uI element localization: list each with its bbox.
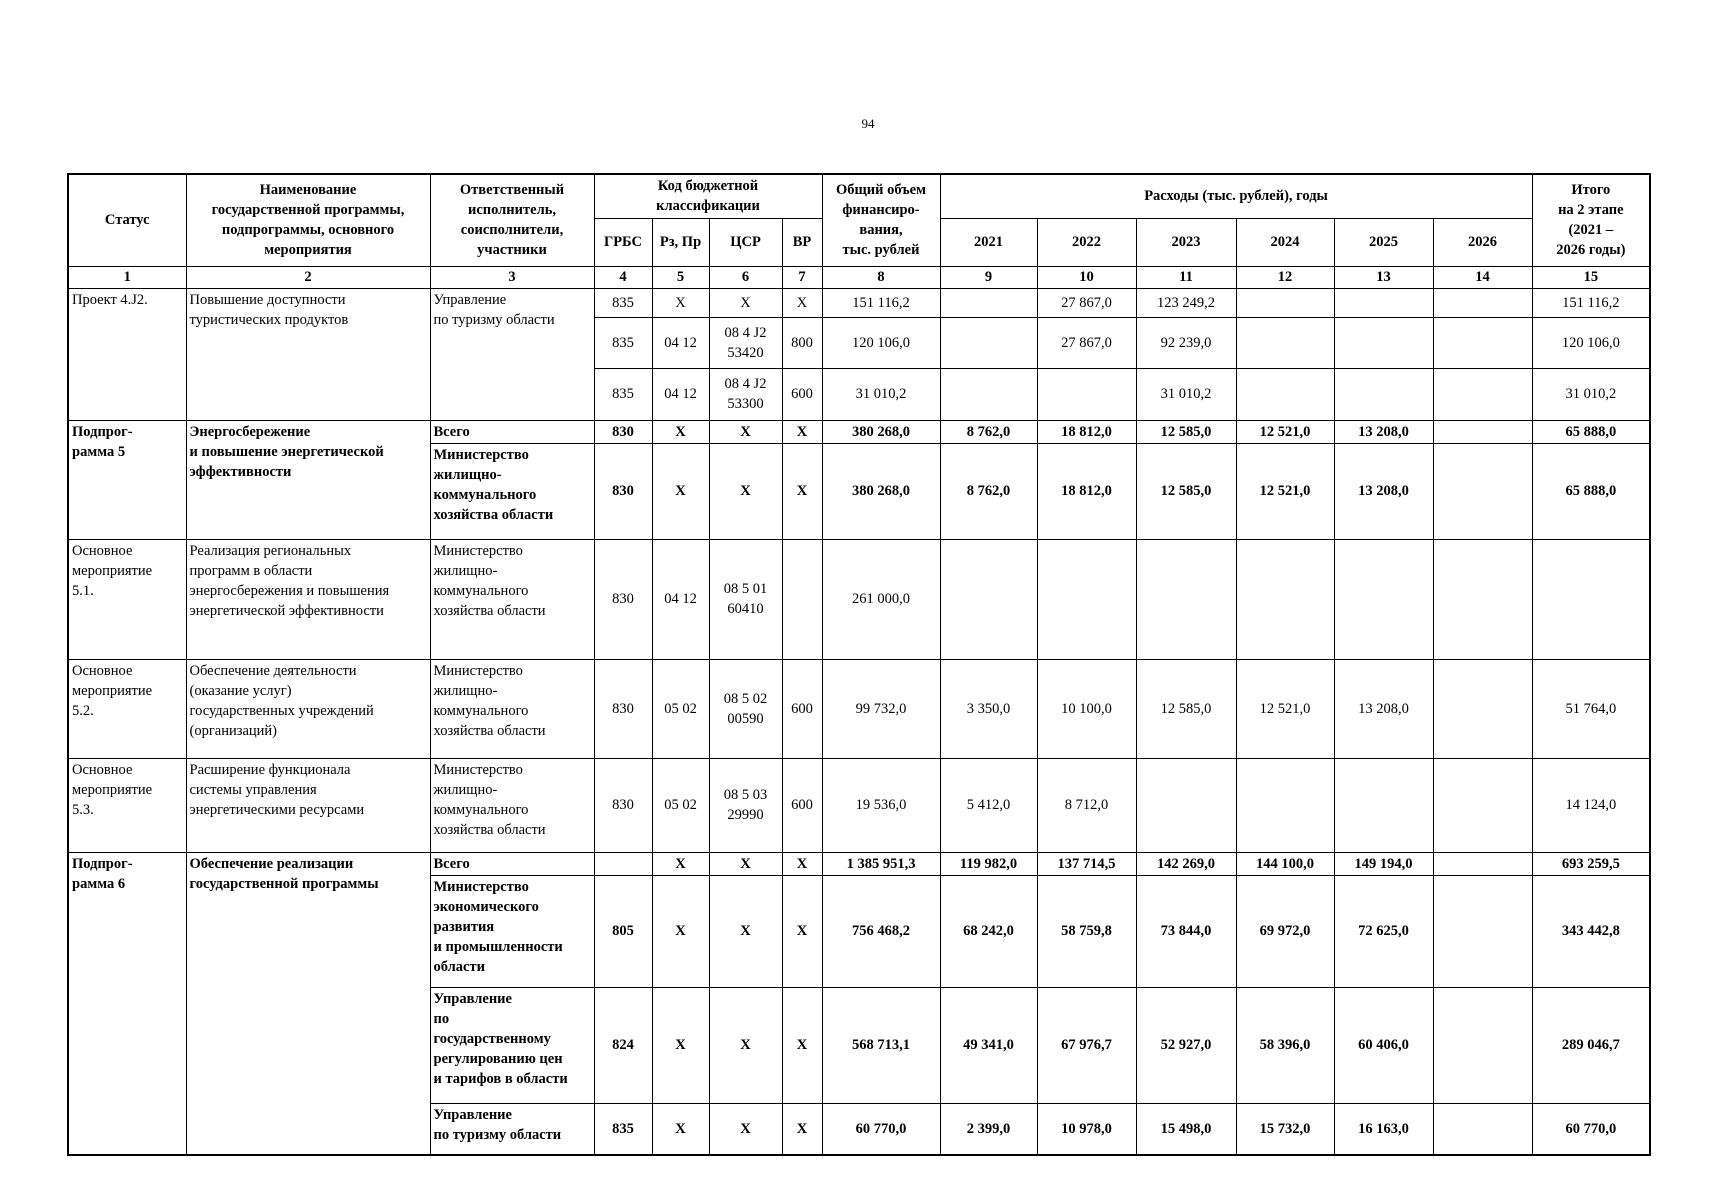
expense-2021-cell: 68 242,0 (940, 875, 1037, 987)
expense-2025-cell: 60 406,0 (1334, 987, 1433, 1103)
responsible-cell: Министерство экономического развития и промышленности области (430, 875, 594, 987)
grbs-cell: 830 (594, 758, 652, 852)
stage-total-cell: 51 764,0 (1532, 659, 1650, 758)
rz-pr-cell: 04 12 (652, 368, 709, 420)
table-row (68, 420, 1650, 443)
csr-cell: X (709, 987, 782, 1103)
header-stage-total: Итого на 2 этапе (2021 – 2026 годы) (1532, 174, 1650, 266)
expense-2025-cell: 72 625,0 (1334, 875, 1433, 987)
status-cell: Подпрог- рамма 6 (68, 852, 186, 1155)
expense-2023-cell: 12 585,0 (1136, 420, 1236, 443)
header-vr: ВР (782, 218, 822, 266)
header-grbs: ГРБС (594, 218, 652, 266)
expense-2025-cell: 13 208,0 (1334, 443, 1433, 539)
rz-pr-cell: X (652, 852, 709, 875)
expense-2024-cell (1236, 368, 1334, 420)
header-total-volume: Общий объем финансиро- вания, тыс. рублей (822, 174, 940, 266)
column-number: 8 (822, 266, 940, 288)
responsible-cell: Всего (430, 420, 594, 443)
csr-cell: 08 5 01 60410 (709, 539, 782, 659)
header-year-2025: 2025 (1334, 218, 1433, 266)
column-number: 13 (1334, 266, 1433, 288)
rz-pr-cell: X (652, 1103, 709, 1155)
rz-pr-cell: 05 02 (652, 659, 709, 758)
name-cell: Обеспечение реализации государственной программы (186, 852, 430, 1155)
column-number: 5 (652, 266, 709, 288)
grbs-cell (594, 852, 652, 875)
rz-pr-cell: 05 02 (652, 758, 709, 852)
responsible-cell: Управление по туризму области (430, 288, 594, 420)
vr-cell: X (782, 443, 822, 539)
responsible-cell: Управление по туризму области (430, 1103, 594, 1155)
expense-2026-cell (1433, 1103, 1532, 1155)
table-header (68, 174, 1650, 288)
total-volume-cell: 31 010,2 (822, 368, 940, 420)
column-number: 11 (1136, 266, 1236, 288)
expense-2021-cell (940, 539, 1037, 659)
expense-2022-cell: 18 812,0 (1037, 443, 1136, 539)
column-number: 6 (709, 266, 782, 288)
total-volume-cell: 1 385 951,3 (822, 852, 940, 875)
name-cell: Обеспечение деятельности (оказание услуг) государственных учреждений (организаций) (186, 659, 430, 758)
header-row (68, 174, 1650, 218)
responsible-cell: Министерство жилищно- коммунального хозяйства области (430, 443, 594, 539)
total-volume-cell: 261 000,0 (822, 539, 940, 659)
header-name: Наименование государственной программы, подпрограммы, основного мероприятия (186, 174, 430, 266)
expense-2022-cell: 18 812,0 (1037, 420, 1136, 443)
expense-2024-cell: 15 732,0 (1236, 1103, 1334, 1155)
csr-cell: 08 5 03 29990 (709, 758, 782, 852)
expense-2024-cell: 12 521,0 (1236, 420, 1334, 443)
vr-cell: X (782, 1103, 822, 1155)
column-number: 15 (1532, 266, 1650, 288)
expense-2026-cell (1433, 539, 1532, 659)
responsible-cell: Министерство жилищно- коммунального хозяйства области (430, 758, 594, 852)
csr-cell: X (709, 443, 782, 539)
stage-total-cell: 14 124,0 (1532, 758, 1650, 852)
table-row (68, 852, 1650, 875)
expense-2024-cell (1236, 317, 1334, 368)
grbs-cell: 805 (594, 875, 652, 987)
responsible-cell: Министерство жилищно- коммунального хозяйства области (430, 659, 594, 758)
name-cell: Энергосбережение и повышение энергетической эффективности (186, 420, 430, 539)
expense-2023-cell: 12 585,0 (1136, 443, 1236, 539)
status-cell: Основное мероприятие 5.2. (68, 659, 186, 758)
stage-total-cell: 693 259,5 (1532, 852, 1650, 875)
csr-cell: X (709, 875, 782, 987)
rz-pr-cell: X (652, 420, 709, 443)
grbs-cell: 835 (594, 368, 652, 420)
expense-2026-cell (1433, 758, 1532, 852)
grbs-cell: 830 (594, 420, 652, 443)
table-row (68, 539, 1650, 659)
header-expenses: Расходы (тыс. рублей), годы (940, 174, 1532, 218)
expense-2024-cell: 144 100,0 (1236, 852, 1334, 875)
stage-total-cell: 343 442,8 (1532, 875, 1650, 987)
budget-table (67, 173, 1651, 1156)
grbs-cell: 830 (594, 539, 652, 659)
expense-2025-cell (1334, 288, 1433, 317)
csr-cell: X (709, 852, 782, 875)
expense-2025-cell (1334, 317, 1433, 368)
expense-2026-cell (1433, 420, 1532, 443)
expense-2024-cell: 69 972,0 (1236, 875, 1334, 987)
column-number: 7 (782, 266, 822, 288)
expense-2021-cell: 5 412,0 (940, 758, 1037, 852)
grbs-cell: 835 (594, 288, 652, 317)
expense-2022-cell: 8 712,0 (1037, 758, 1136, 852)
csr-cell: 08 4 J2 53420 (709, 317, 782, 368)
total-volume-cell: 151 116,2 (822, 288, 940, 317)
stage-total-cell: 31 010,2 (1532, 368, 1650, 420)
rz-pr-cell: X (652, 875, 709, 987)
expense-2022-cell: 27 867,0 (1037, 288, 1136, 317)
expense-2021-cell (940, 288, 1037, 317)
header-year-2026: 2026 (1433, 218, 1532, 266)
expense-2022-cell: 67 976,7 (1037, 987, 1136, 1103)
expense-2023-cell (1136, 539, 1236, 659)
rz-pr-cell: 04 12 (652, 317, 709, 368)
stage-total-cell: 65 888,0 (1532, 420, 1650, 443)
column-number: 2 (186, 266, 430, 288)
expense-2026-cell (1433, 368, 1532, 420)
vr-cell: 600 (782, 758, 822, 852)
header-status: Статус (68, 174, 186, 266)
expense-2022-cell (1037, 368, 1136, 420)
expense-2024-cell: 12 521,0 (1236, 659, 1334, 758)
rz-pr-cell: X (652, 288, 709, 317)
rz-pr-cell: X (652, 987, 709, 1103)
expense-2026-cell (1433, 987, 1532, 1103)
header-year-2021: 2021 (940, 218, 1037, 266)
expense-2025-cell: 149 194,0 (1334, 852, 1433, 875)
stage-total-cell: 151 116,2 (1532, 288, 1650, 317)
header-year-2023: 2023 (1136, 218, 1236, 266)
grbs-cell: 835 (594, 1103, 652, 1155)
grbs-cell: 830 (594, 659, 652, 758)
expense-2024-cell (1236, 539, 1334, 659)
expense-2025-cell: 13 208,0 (1334, 420, 1433, 443)
status-cell: Основное мероприятие 5.1. (68, 539, 186, 659)
expense-2025-cell: 16 163,0 (1334, 1103, 1433, 1155)
vr-cell (782, 539, 822, 659)
name-cell: Повышение доступности туристических продуктов (186, 288, 430, 420)
expense-2026-cell (1433, 317, 1532, 368)
vr-cell: X (782, 852, 822, 875)
expense-2021-cell: 119 982,0 (940, 852, 1037, 875)
grbs-cell: 830 (594, 443, 652, 539)
column-number: 10 (1037, 266, 1136, 288)
total-volume-cell: 756 468,2 (822, 875, 940, 987)
csr-cell: X (709, 1103, 782, 1155)
expense-2021-cell: 49 341,0 (940, 987, 1037, 1103)
stage-total-cell: 65 888,0 (1532, 443, 1650, 539)
name-cell: Реализация региональных программ в области энергосбережения и повышения энергетической эффективности (186, 539, 430, 659)
responsible-cell: Министерство жилищно- коммунального хозяйства области (430, 539, 594, 659)
vr-cell: 600 (782, 659, 822, 758)
expense-2024-cell (1236, 758, 1334, 852)
column-number: 14 (1433, 266, 1532, 288)
expense-2023-cell (1136, 758, 1236, 852)
expense-2026-cell (1433, 659, 1532, 758)
expense-2023-cell: 12 585,0 (1136, 659, 1236, 758)
column-number: 3 (430, 266, 594, 288)
header-rz-pr: Рз, Пр (652, 218, 709, 266)
stage-total-cell: 289 046,7 (1532, 987, 1650, 1103)
expense-2025-cell (1334, 368, 1433, 420)
header-year-2024: 2024 (1236, 218, 1334, 266)
expense-2023-cell: 31 010,2 (1136, 368, 1236, 420)
stage-total-cell: 120 106,0 (1532, 317, 1650, 368)
expense-2024-cell (1236, 288, 1334, 317)
table-body (68, 288, 1650, 1155)
expense-2023-cell: 73 844,0 (1136, 875, 1236, 987)
expense-2022-cell: 10 978,0 (1037, 1103, 1136, 1155)
column-number-row (68, 266, 1650, 288)
vr-cell: X (782, 875, 822, 987)
status-cell: Основное мероприятие 5.3. (68, 758, 186, 852)
column-number: 4 (594, 266, 652, 288)
header-budget-code: Код бюджетной классификации (594, 174, 822, 218)
csr-cell: 08 5 02 00590 (709, 659, 782, 758)
column-number: 9 (940, 266, 1037, 288)
csr-cell: X (709, 420, 782, 443)
responsible-cell: Управление по государственному регулированию цен и тарифов в области (430, 987, 594, 1103)
expense-2023-cell: 92 239,0 (1136, 317, 1236, 368)
expense-2022-cell: 27 867,0 (1037, 317, 1136, 368)
vr-cell: X (782, 420, 822, 443)
expense-2024-cell: 12 521,0 (1236, 443, 1334, 539)
total-volume-cell: 19 536,0 (822, 758, 940, 852)
expense-2026-cell (1433, 875, 1532, 987)
stage-total-cell (1532, 539, 1650, 659)
expense-2024-cell: 58 396,0 (1236, 987, 1334, 1103)
expense-2025-cell (1334, 539, 1433, 659)
total-volume-cell: 60 770,0 (822, 1103, 940, 1155)
header-responsible: Ответственный исполнитель, соисполнители, участники (430, 174, 594, 266)
expense-2022-cell: 137 714,5 (1037, 852, 1136, 875)
total-volume-cell: 380 268,0 (822, 420, 940, 443)
expense-2021-cell: 8 762,0 (940, 420, 1037, 443)
expense-2025-cell: 13 208,0 (1334, 659, 1433, 758)
header-csr: ЦСР (709, 218, 782, 266)
rz-pr-cell: 04 12 (652, 539, 709, 659)
expense-2021-cell: 2 399,0 (940, 1103, 1037, 1155)
expense-2021-cell: 8 762,0 (940, 443, 1037, 539)
expense-2022-cell: 58 759,8 (1037, 875, 1136, 987)
column-number: 1 (68, 266, 186, 288)
vr-cell: 600 (782, 368, 822, 420)
expense-2023-cell: 52 927,0 (1136, 987, 1236, 1103)
expense-2022-cell (1037, 539, 1136, 659)
expense-2025-cell (1334, 758, 1433, 852)
name-cell: Расширение функционала системы управления энергетическими ресурсами (186, 758, 430, 852)
vr-cell: 800 (782, 317, 822, 368)
page-number: 94 (861, 116, 875, 131)
csr-cell: 08 4 J2 53300 (709, 368, 782, 420)
total-volume-cell: 120 106,0 (822, 317, 940, 368)
expense-2023-cell: 142 269,0 (1136, 852, 1236, 875)
expense-2023-cell: 123 249,2 (1136, 288, 1236, 317)
status-cell: Подпрог- рамма 5 (68, 420, 186, 539)
table-row (68, 758, 1650, 852)
total-volume-cell: 380 268,0 (822, 443, 940, 539)
grbs-cell: 835 (594, 317, 652, 368)
header-year-2022: 2022 (1037, 218, 1136, 266)
table-row (68, 288, 1650, 317)
expense-2026-cell (1433, 443, 1532, 539)
expense-2021-cell (940, 317, 1037, 368)
expense-2021-cell (940, 368, 1037, 420)
expense-2026-cell (1433, 288, 1532, 317)
rz-pr-cell: X (652, 443, 709, 539)
column-number: 12 (1236, 266, 1334, 288)
stage-total-cell: 60 770,0 (1532, 1103, 1650, 1155)
status-cell: Проект 4.J2. (68, 288, 186, 420)
vr-cell: X (782, 288, 822, 317)
total-volume-cell: 568 713,1 (822, 987, 940, 1103)
expense-2026-cell (1433, 852, 1532, 875)
total-volume-cell: 99 732,0 (822, 659, 940, 758)
vr-cell: X (782, 987, 822, 1103)
expense-2021-cell: 3 350,0 (940, 659, 1037, 758)
responsible-cell: Всего (430, 852, 594, 875)
grbs-cell: 824 (594, 987, 652, 1103)
expense-2022-cell: 10 100,0 (1037, 659, 1136, 758)
expense-2023-cell: 15 498,0 (1136, 1103, 1236, 1155)
csr-cell: X (709, 288, 782, 317)
table-row (68, 659, 1650, 758)
